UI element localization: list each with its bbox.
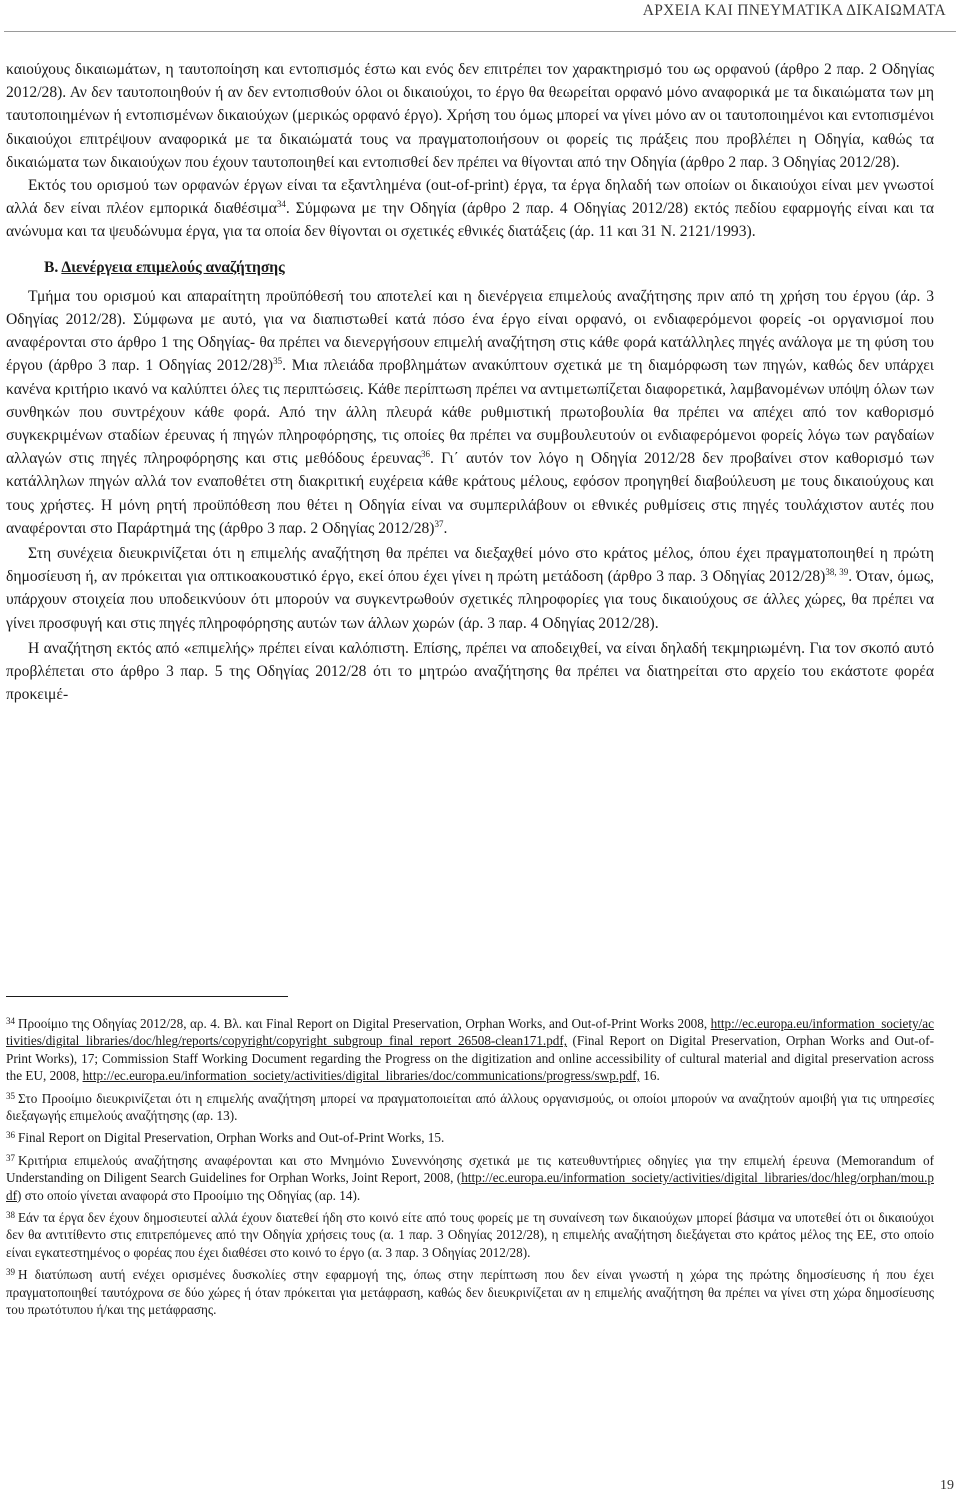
paragraph-2: Εκτός του ορισμού των ορφανών έργων είναι τα εξαντλημένα (out-of-print) έργα, τα έργα δηλαδή των οποίων οι δικαιούχοι είναι μεν γνωστοί αλλά δεν είναι πλέον εμπορικά διαθέσιμα$^{34}$. Σύμφωνα με την Οδηγία (άρθρο 2 παρ. 4 Οδηγίας 2012/28) εκτός πεδίου εφαρμογής είναι και τα ανώνυμα και τα ψευδώνυμα έργα, για τα οποία δεν θίγονται οι σχετικές εθνικές διατάξεις (άρ. 11 και 31 Ν. 2121/1993). <box>6 177 935 241</box>
page-number: 19 <box>940 1478 954 1493</box>
paragraph-5: Η αναζήτηση εκτός από «επιμελής» πρέπει είναι καλόπιστη. Επίσης, πρέπει να αποδειχθεί, να είναι δηλαδή τεκμηριωμένη. Για τον σκοπό αυτό προβλέπεται στο άρθρο 3 παρ. 5 της Οδηγίας 2012/28 ότι το μητρώο αναζήτησης θα πρέπει να διατηρείται στο αρχείο του εκάστοτε φορέα προκειμέ- <box>6 639 934 704</box>
footnote-38: $^{38}$ Εάν τα έργα δεν έχουν δημοσιευτεί αλλά έχουν διατεθεί ήδη στο κοινό είτε από τους φορείς με τη συναίνεση των δικαιούχων μπορεί βάσιμα να υποτεθεί ότι οι δικαιούχοι δεν θα αντιτίθεντο στις επιτρεπόμενες από την Οδηγία χρήσεις τους (α. 1 παρ. 3 Οδηγίας 2012/28), η επιμελής αναζήτηση διεξάγεται στο κράτος μέλος της ΕΕ, στο οποίο είναι εγκατεστημένος ο φορέας που έχει διαθέσει στο κοινό το έργο (α. 3 παρ. 3 Οδηγίας 2012/28). <box>6 1210 934 1260</box>
footnote-37: $^{37}$ Κριτήρια επιμελούς αναζήτησης αναφέρονται και στο Μνημόνιο Συνεννόησης σχετικά με τις κατευθυντήριες οδηγίες για την επιμελή έρευνα (Memorandum of Understanding on Diligent Search Guidelines for Orphan Works, Joint Report, 2008, (http://ec.europa.eu/information_society/activities/digital_libraries/doc/hleg/orphan/mou.pdf) στο οποίο γίνεται αναφορά στο Προοίμιο της Οδηγίας (αρ. 14). <box>6 1152 934 1203</box>
footnote-34: $^{34}$ Προοίμιο της Οδηγίας 2012/28, αρ. 4. Βλ. και Final Report on Digital Preservation, Orphan Works, and Out-of-Print Works 2008, http://ec.europa.eu/information_society/activities/digital_libraries/doc/hleg/reports/copyright/copyright_subgroup_final_report_26508-clean171.pdf, (Final Report on Digital Preservation, Orphan Works and Out-of-Print Works), 17; Commission Staff Working Document regarding the Progress on the digitization and online accessibility of cultural material and digital preservation across the EU, 2008, http://ec.europa.eu/information_society/activities/digital_libraries/doc/communications/progress/swp.pdf, 16. <box>6 1016 935 1084</box>
main-body <box>6 58 934 706</box>
footnote-ref-36[interactable]: 36 <box>421 449 431 460</box>
footnote-34-link-1[interactable]: http://ec.europa.eu/information_society/activities/digital_libraries/doc/hleg/reports/copyright/copyright_subgroup_final_report_26508-clean171.pdf, <box>6 1016 935 1049</box>
section-label: Β. <box>44 258 62 276</box>
footnote-36: $^{36}$ Final Report on Digital Preservation, Orphan Works and Out-of-Print Works, 15. <box>6 1130 445 1146</box>
footnotes <box>6 1015 934 1324</box>
footnote-35: $^{35}$ Στο Προοίμιο διευκρινίζεται ότι η επιμελής αναζήτηση μπορεί να πραγματοποιείται από άλλους οργανισμούς, οι οποίοι μπορούν να αναζητούν αμοιβή για τις υπηρεσίες διεξαγωγής επιμελούς αναζήτησης (αρ. 13). <box>6 1090 934 1124</box>
section-title: Διενέργεια επιμελούς αναζήτησης <box>61 258 285 276</box>
footnote-34-link-2[interactable]: http://ec.europa.eu/information_society/activities/digital_libraries/doc/communications/progress/swp.pdf, <box>82 1068 640 1084</box>
header-rule <box>4 31 956 32</box>
footnote-ref-37[interactable]: 37 <box>434 518 444 529</box>
footnote-37-link[interactable]: http://ec.europa.eu/information_society/activities/digital_libraries/doc/hleg/orphan/mou.pdf <box>6 1170 934 1203</box>
footnote-ref-35[interactable]: 35 <box>273 356 283 367</box>
footnote-39: $^{39}$ Η διατύπωση αυτή ενέχει ορισμένες δυσκολίες στην εφαρμογή της, όπως στην περίπτωση που δεν είναι γνωστή η χώρα της πρώτης δημοσίευσης ή που έχει πραγματοποιηθεί ταυτόχρονα σε δύο χώρες ή όταν πρόκειται για μετάφραση, καθώς δεν διευκρινίζεται αν η επιμελής αναζήτηση θα πρέπει να γίνει στη χώρα δημοσίευσης του πρωτότυπου ή/και της μετάφρασης. <box>6 1267 934 1318</box>
paragraph-3: Τμήμα του ορισμού και απαραίτητη προϋπόθεσή του αποτελεί και η διενέργεια επιμελούς αναζήτησης πριν από τη χρήση του έργου (άρ. 3 Οδηγίας 2012/28). Σύμφωνα με αυτό, για να διαπιστωθεί κατά πόσο ένα έργο είναι ορφανό, οι ενδιαφερόμενοι φορείς -οι οργανισμοί που αναφέρονται στο άρθρο 1 της Οδηγίας- θα πρέπει να διενεργήσουν επιμελή αναζήτηση στις κάθε φορά κατάλληλες πηγές ανάλογα με τη φύση του έργου (άρθρο 3 παρ. 1 Οδηγίας 2012/28)$^{35}$. Μια πλειάδα προβλημάτων ανακύπτουν σχετικά με τη διαμόρφωση των πηγών, καθώς δεν υπάρχει κανένα κριτήριο ικανό να καλύπτει όλες τις περιπτώσεις. Κάθε περίπτωση πρέπει να αντιμετωπίζεται διαφορετικά, λαμβανομένων υπόψη όλων των συνθηκών που συντρέχουν κάθε φορά. Από την άλλη πλευρά κάθε ρυθμιστική πρωτοβουλία θα πρέπει να απέχει από τον καθορισμό συγκεκριμένων σταδίων έρευνας ή πηγών πληροφόρησης, τις οποίες θα πρέπει να συμβουλευτούν οι ενδιαφερόμενοι φορείς λόγω των ραγδαίων αλλαγών στις πηγές πληροφόρησης και στις μεθόδους έρευνας$^{36}$. Γι΄ αυτόν τον λόγο η Οδηγία 2012/28 δεν προβαίνει στον καθορισμό των κατάλληλων πηγών αλλά τον εναποθέτει στη διακριτική ευχέρεια κάθε κράτους μέλους, εφόσον προηγηθεί διαβούλευση με τους δικαιούχους και τους χρήστες. Η μόνη ρητή προϋπόθεση που θέτει η Οδηγία είναι να συμπεριλάβουν οι εθνικές ρυθμίσεις στις πηγές τουλάχιστον αυτές που αναφέρονται στο Παράρτημά της (άρθρο 3 παρ. 2 Οδηγίας 2012/28)$^{37}$. <box>6 287 934 537</box>
paragraph-1: καιούχους δικαιωμάτων, η ταυτοποίηση και εντοπισμός έστω και ενός δεν επιτρέπει τον χαρακτηρισμό του ως ορφανού (άρθρο 2 παρ. 2 Οδηγίας 2012/28). Αν δεν ταυτοποιηθούν ή αν δεν εντοπισθούν όλοι οι δικαιούχοι, το έργο θα θεωρείται ορφανό μόνο αναφορικά με τα δικαιώματα των μη ταυτοποιημένων ή εντοπισμένων δικαιούχων (μερικώς ορφανό έργο). Χρήση του όμως μπορεί να γίνει μόνο αν οι ταυτοποιημένοι και εντοπισμένοι δικαιούχοι επιτρέψουν αναφορικά με τα δικαιώματά τους να πραγματοποιήσουν οι φορείς τις πράξεις που προβλέπει η Οδηγία, καθώς τα δικαιώματα των δικαιούχων που έχουν ταυτοποιηθεί και εντοπισθεί δεν πρέπει να θίγονται από την Οδηγία (άρθρο 2 παρ. 3 Οδηγίας 2012/28). <box>6 61 934 171</box>
running-header: ΑΡΧΕΙΑ ΚΑΙ ΠΝΕΥΜΑΤΙΚΑ ΔΙΚΑΙΩΜΑΤΑ <box>642 2 946 19</box>
paragraph-4: Στη συνέχεια διευκρινίζεται ότι η επιμελής αναζήτηση θα πρέπει να διεξαχθεί μόνο στο κράτος μέλος, όπου έχει πραγματοποιηθεί η πρώτη δημοσίευση ή, αν πρόκειται για οπτικοακουστικό έργο, εκεί όπου έχει γίνει η πρώτη μετάδοση (άρθρο 3 παρ. 3 Οδηγίας 2012/28)$^{38, 39}$. Όταν, όμως, υπάρχουν στοιχεία που υποδεικνύουν ότι μπορούν να συγκεντρωθούν σχετικές πληροφορίες για τους δικαιούχους σε άλλες χώρες, θα πρέπει να γίνει προσφυγή και στις πηγές πληροφόρησης αυτών των άλλων χωρών (άρ. 3 παρ. 4 Οδηγίας 2012/28). <box>6 545 935 632</box>
footnote-separator <box>6 996 288 997</box>
section-heading-b <box>44 256 934 279</box>
footnote-ref-38-39[interactable]: 38, 39 <box>825 567 849 578</box>
footnote-ref-34[interactable]: 34 <box>276 199 286 210</box>
